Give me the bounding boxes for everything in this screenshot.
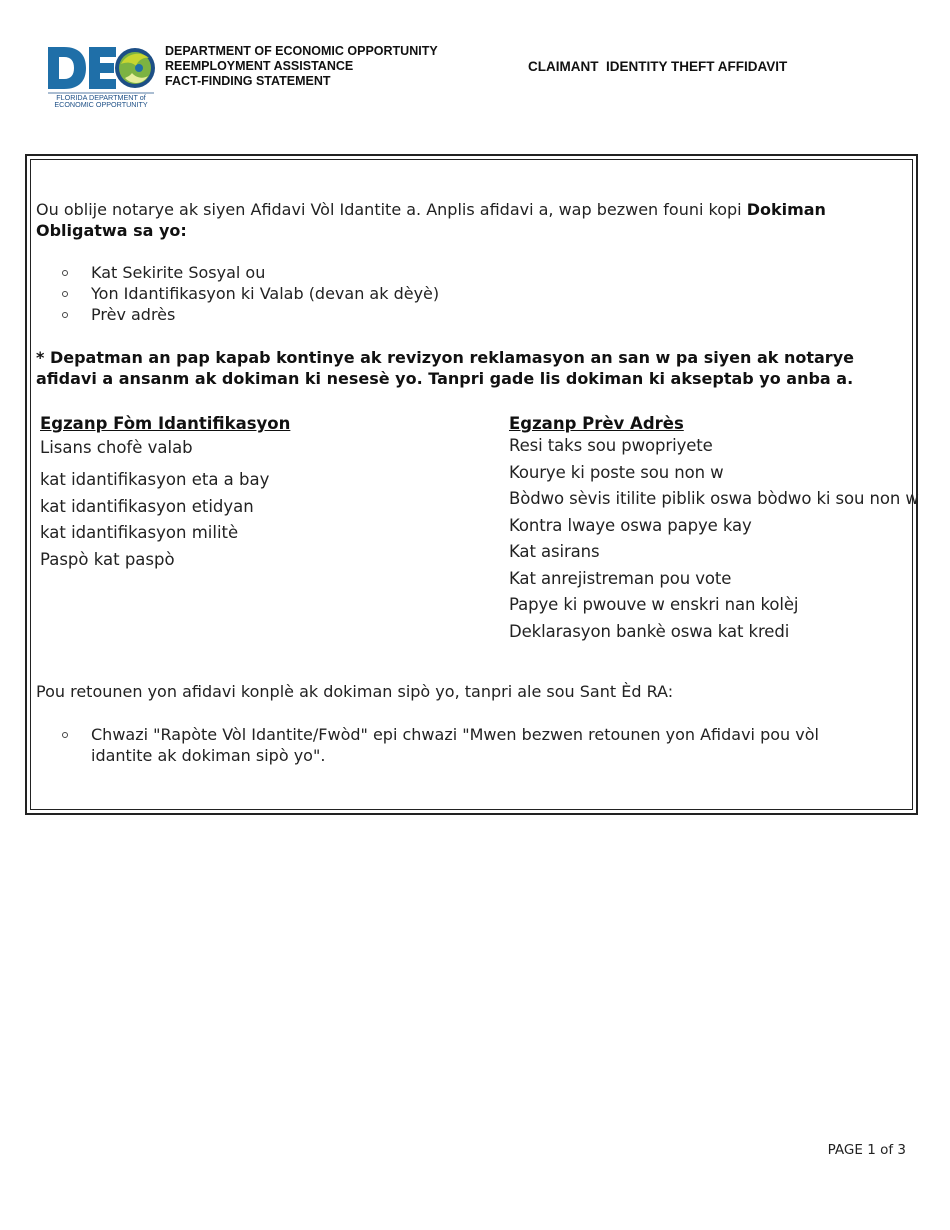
- list-item: [62, 283, 439, 304]
- address-examples-heading: Egzanp Prèv Adrès: [509, 414, 684, 433]
- list-item: kat idantifikasyon eta a bay: [40, 470, 270, 489]
- deo-logo: [46, 42, 156, 108]
- hollow-bullet-icon: [62, 312, 68, 318]
- list-item: Kat asirans: [509, 542, 600, 561]
- identification-examples-heading: Egzanp Fòm Idantifikasyon: [40, 414, 291, 433]
- list-item: [62, 262, 439, 283]
- list-item: Papye ki pwouve w enskri nan kolèj: [509, 595, 799, 614]
- required-documents-list: [62, 262, 439, 325]
- identification-examples: [40, 413, 460, 573]
- list-item: [62, 304, 439, 325]
- page-number: PAGE 1 of 3: [827, 1142, 906, 1158]
- list-item: Lisans chofè valab: [40, 438, 193, 457]
- list-item: Kontra lwaye oswa papye kay: [509, 515, 752, 535]
- department-line: DEPARTMENT OF ECONOMIC OPPORTUNITY: [165, 44, 438, 58]
- hollow-bullet-icon: [62, 270, 68, 276]
- list-item: Kat anrejistreman pou vote: [509, 568, 732, 588]
- return-steps-list: [62, 724, 882, 766]
- list-item: Resi taks sou pwopriyete: [509, 436, 713, 455]
- list-item-label: Prèv adrès: [91, 305, 176, 324]
- logo-subtext-line-2: ECONOMIC OPPORTUNITY: [54, 100, 148, 108]
- department-line: FACT-FINDING STATEMENT: [165, 74, 331, 88]
- list-item: Deklarasyon bankè oswa kat kredi: [509, 621, 790, 641]
- list-item-label: Chwazi "Rapòte Vòl Idantite/Fwòd" epi chwazi "Mwen bezwen retounen yon Afidavi pou vòl idantite ak dokiman sipò yo".: [91, 725, 819, 765]
- department-header: [165, 44, 438, 89]
- notice-paragraph: * Depatman an pap kapab kontinye ak revizyon reklamasyon an san w pa siyen ak notarye afidavi a ansanm ak dokiman ki nesesè yo. Tanpri gade lis dokiman ki akseptab yo anba a.: [36, 348, 854, 388]
- hollow-bullet-icon: [62, 732, 68, 738]
- list-item-label: Kat Sekirite Sosyal ou: [91, 263, 266, 282]
- form-title: CLAIMANT IDENTITY THEFT AFFIDAVIT: [528, 59, 788, 74]
- intro-paragraph: [36, 199, 886, 241]
- hollow-bullet-icon: [62, 291, 68, 297]
- list-item: Kourye ki poste sou non w: [509, 462, 724, 482]
- logo-subtext-line-1: FLORIDA DEPARTMENT of: [56, 93, 146, 102]
- list-item: kat idantifikasyon etidyan: [40, 496, 254, 516]
- list-item-label: Yon Idantifikasyon ki Valab (devan ak dèyè): [91, 284, 440, 303]
- department-line: REEMPLOYMENT ASSISTANCE: [165, 59, 354, 73]
- list-item: kat idantifikasyon militè: [40, 523, 239, 542]
- list-item: [62, 724, 882, 766]
- list-item: Paspò kat paspò: [40, 549, 175, 569]
- list-item: Bòdwo sèvis itilite piblik oswa bòdwo ki sou non w: [509, 489, 919, 508]
- address-examples: [509, 413, 919, 647]
- intro-text: Ou oblije notarye ak siyen Afidavi Vòl Idantite a. Anplis afidavi a, wap bezwen founi kopi: [36, 200, 747, 219]
- intro-bold-text: Dokiman Obligatwa sa yo:: [36, 200, 826, 240]
- return-instructions-text: Pou retounen yon afidavi konplè ak dokiman sipò yo, tanpri ale sou Sant Èd RA:: [36, 682, 674, 701]
